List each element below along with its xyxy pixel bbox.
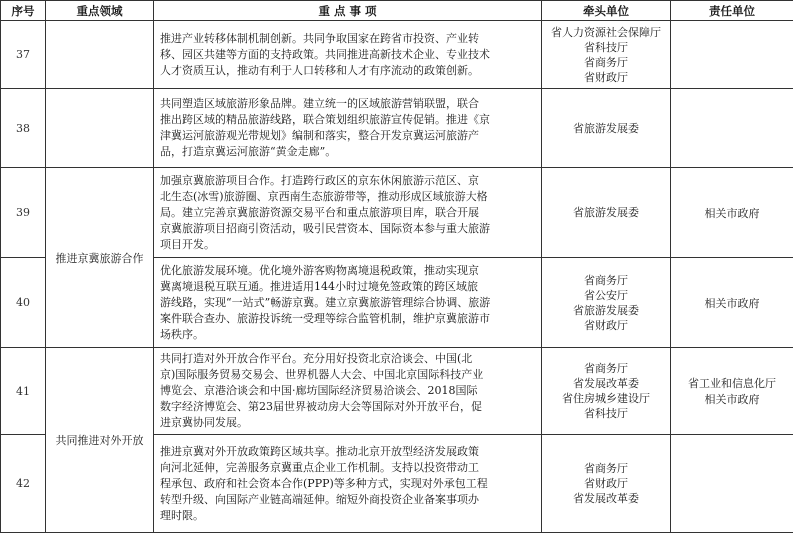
responsible-unit [671,435,793,533]
item-text [154,435,542,533]
lead-unit-item: 省公安厅 [584,288,628,302]
responsible-unit: 相关市政府 [671,168,793,258]
header-number: 序号 [1,1,46,21]
item-line: 优化旅游发展环境。优化境外游客购物离境退税政策，推动实现京 [160,263,479,277]
lead-unit-item: 省旅游发展委 [573,121,639,135]
item-line: 推进产业转移体制机制创新。共同争取国家在跨省市投资、产业转 [160,31,479,45]
item-line: 津冀运河旅游观光带规划》编制和落实，整合开发京冀运河旅游产 [160,129,479,142]
lead-unit-item: 省财政厅 [584,70,628,84]
header-responsible-unit: 责任单位 [671,1,793,21]
table-row [1,168,793,258]
lead-unit-item: 省旅游发展委 [573,206,639,219]
domain-cell-tourism: 推进京冀旅游合作 [46,168,154,348]
item-line: 北生态(冰雪)旅游圈、京西南生态旅游带等，推动形成区域旅游大格 [160,189,488,203]
lead-unit [542,168,671,258]
item-line: 博览会、京港洽谈会和中国·廊坊国际经济贸易洽谈会、2018国际 [160,384,478,397]
header-lead-unit: 牵头单位 [542,1,671,21]
domain-cell [46,89,154,168]
lead-unit-item: 省发展改革委 [573,492,639,505]
item-line: 推进京冀对外开放政策跨区域共享。推动北京开放型经济发展政策 [160,444,479,458]
responsible-unit [671,21,793,89]
table-row [1,348,793,435]
row-number: 42 [1,435,46,533]
lead-unit-item: 省科技厅 [584,407,628,420]
item-line: 共同塑造区域旅游形象品牌。建立统一的区域旅游营销联盟，联合 [160,97,479,110]
table-row [1,89,793,168]
lead-unit [542,89,671,168]
item-line: 场秩序。 [160,327,204,341]
item-line: 进京冀协同发展。 [160,416,248,429]
item-line: 程承包、政府和社会资本合作(PPP)等多种方式，实现对外承包工程 [160,476,488,490]
lead-unit-item: 省科技厅 [584,40,628,54]
item-line: 冀离境退税互联互通。推进适用144小时过境免签政策的跨区域旅 [160,279,478,293]
item-text [154,168,542,258]
item-line: 数字经济博览会、第23届世界被动房大会等国际对外开放平台，促 [160,400,482,413]
item-line: 游线路，实现“一站式”畅游京冀。建立京冀旅游管理综合协调、旅游 [160,295,491,309]
item-text [154,21,542,89]
header-domain: 重点领域 [46,1,154,21]
item-text [154,348,542,435]
lead-unit-item: 省住房城乡建设厅 [562,392,650,405]
lead-unit-item: 省人力资源社会保障厅 [551,25,661,39]
domain-cell [46,21,154,89]
row-number: 40 [1,258,46,348]
lead-unit [542,258,671,348]
lead-unit-item: 省财政厅 [584,318,628,332]
lead-unit-item: 省商务厅 [584,55,628,69]
item-line: 共同打造对外开放合作平台。充分用好投资北京洽谈会、中国(北 [160,352,473,365]
item-line: 推出跨区域的精品旅游线路，联合策划组织旅游宣传促销。推进《京 [160,113,490,126]
item-line: 人才资质互认，推动有利于人口转移和人才有序流动的政策创新。 [160,63,479,77]
lead-unit-item: 省商务厅 [584,462,628,475]
item-text [154,258,542,348]
lead-unit-item: 省旅游发展委 [573,303,639,317]
lead-unit [542,348,671,435]
item-line: 案件联合查办、旅游投诉统一受理等综合监管机制，维护京冀旅游市 [160,311,490,325]
row-number: 39 [1,168,46,258]
responsible-unit-item: 省工业和信息化厅 [688,377,776,390]
item-line: 品，打造京冀运河旅游“黄金走廊”。 [160,145,337,158]
responsible-unit [671,89,793,168]
header-item: 重 点 事 项 [154,1,542,21]
item-line: 京冀旅游项目招商引资活动，吸引民营资本、国际资本参与重大旅游 [160,221,490,235]
lead-unit [542,21,671,89]
header-row [1,1,793,21]
lead-unit-item: 省发展改革委 [573,377,639,390]
row-number: 38 [1,89,46,168]
item-line: 项目开发。 [160,237,215,251]
item-line: 加强京冀旅游项目合作。打造跨行政区的京东休闲旅游示范区、京 [160,173,479,187]
item-text [154,89,542,168]
item-line: 京)国际服务贸易交易会、世界机器人大会、中国北京国际科技产业 [160,368,484,381]
lead-unit-item: 省商务厅 [584,273,628,287]
item-line: 移、园区共建等方面的支持政策。共同推进高新技术企业、专业技术 [160,47,490,61]
row-number: 37 [1,21,46,89]
item-line: 局。建立完善京冀旅游资源交易平台和重点旅游项目库，联合开展 [160,205,479,219]
responsible-unit-item: 相关市政府 [704,393,760,406]
item-line: 向河北延伸，完善服务京冀重点企业工作机制。支持以投资带动工 [160,460,479,474]
lead-unit [542,435,671,533]
row-number: 41 [1,348,46,435]
domain-cell-opening: 共同推进对外开放 [46,348,154,533]
responsible-unit: 相关市政府 [671,258,793,348]
lead-unit-item: 省财政厅 [584,477,628,490]
item-line: 理时限。 [160,508,204,522]
responsible-unit [671,348,793,435]
item-line: 转型升级、向国际产业链高端延伸。缩短外商投资企业备案事项办 [160,492,479,506]
table-row [1,21,793,89]
lead-unit-item: 省商务厅 [584,362,628,375]
